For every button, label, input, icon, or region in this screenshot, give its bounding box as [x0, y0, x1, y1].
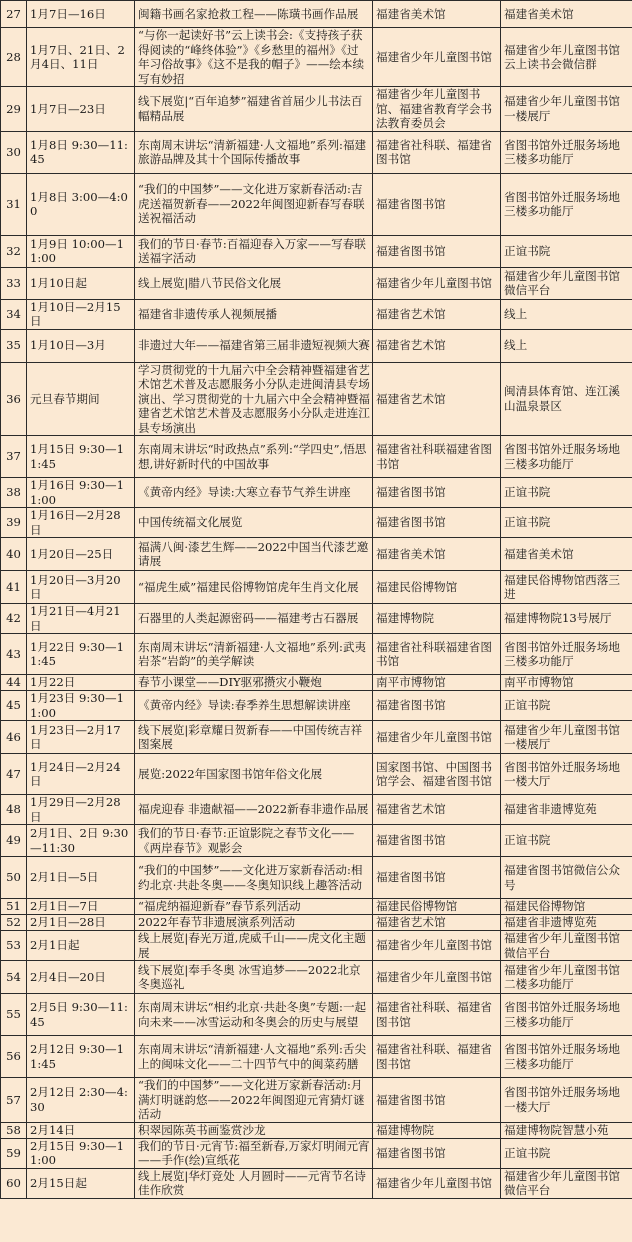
table-row [1, 571, 632, 604]
event-venue: 正谊书院 [501, 825, 632, 857]
event-organizer: 福建省艺术馆 [373, 329, 501, 362]
event-title: 福虎迎春 非遗献福——2022新春非遗作品展 [135, 795, 373, 825]
event-venue: 南平市博物馆 [501, 675, 632, 691]
event-title: 线下展览|彩章耀日贺新春——中国传统吉祥图案展 [135, 721, 373, 754]
table-row [1, 795, 632, 825]
row-number: 37 [1, 436, 27, 478]
event-title: 福满八闽·漆艺生辉——2022中国当代漆艺邀请展 [135, 538, 373, 571]
table-row [1, 1078, 632, 1123]
row-number: 53 [1, 931, 27, 961]
table-row [1, 131, 632, 173]
event-venue: 线上 [501, 299, 632, 329]
event-venue: 福建省非遗博览苑 [501, 915, 632, 931]
row-number: 42 [1, 604, 27, 634]
event-title: “我们的中国梦”——文化进万家新春活动:月满灯明谜韵悠——2022年闽图迎元宵猜灯谜活动 [135, 1078, 373, 1123]
table-row [1, 329, 632, 362]
table-row [1, 691, 632, 721]
table-row [1, 604, 632, 634]
table-row [1, 931, 632, 961]
event-title: 线上展览|华灯竞处 人月圆时——元宵节名诗佳作欣赏 [135, 1168, 373, 1198]
row-number: 30 [1, 131, 27, 173]
row-number: 60 [1, 1168, 27, 1198]
row-number: 39 [1, 508, 27, 538]
events-table-body [1, 1, 632, 1199]
event-venue: 省图书馆外迁服务场地三楼多功能厅 [501, 1036, 632, 1078]
event-title: “福虎生威”福建民俗博物馆虎年生肖文化展 [135, 571, 373, 604]
row-number: 43 [1, 634, 27, 675]
table-row [1, 1138, 632, 1168]
event-organizer: 南平市博物馆 [373, 675, 501, 691]
event-venue: 正谊书院 [501, 478, 632, 508]
event-date: 1月10日—2月15日 [27, 299, 135, 329]
table-row [1, 28, 632, 87]
row-number: 33 [1, 267, 27, 299]
table-row [1, 721, 632, 754]
row-number: 57 [1, 1078, 27, 1123]
event-organizer: 福建民俗博物馆 [373, 899, 501, 915]
event-date: 2月12日 2:30—4:30 [27, 1078, 135, 1123]
table-row [1, 267, 632, 299]
event-organizer: 福建省美术馆 [373, 538, 501, 571]
event-venue: 省图书馆外迁服务场地一楼大厅 [501, 1078, 632, 1123]
event-venue: 正谊书院 [501, 691, 632, 721]
row-number: 35 [1, 329, 27, 362]
event-title: 线下展览|奉手冬奥 冰雪追梦——2022北京冬奥巡礼 [135, 961, 373, 994]
event-date: 1月15日 9:30—11:45 [27, 436, 135, 478]
event-title: 我们的节日·元宵节:福至新春,万家灯明闹元宵——手作(绘)宣纸花 [135, 1138, 373, 1168]
event-organizer: 福建省社科联、福建省图书馆 [373, 1036, 501, 1078]
event-title: 福建省非遗传承人视频展播 [135, 299, 373, 329]
row-number: 47 [1, 754, 27, 795]
event-title: 东南周末讲坛“清新福建·人文福地”系列:舌尖上的闽味文化——二十四节气中的闽菜药膳 [135, 1036, 373, 1078]
row-number: 32 [1, 235, 27, 267]
table-row [1, 754, 632, 795]
event-title: 2022年春节非遗展演系列活动 [135, 915, 373, 931]
event-venue: 福建省美术馆 [501, 1, 632, 28]
event-date: 1月7日—23日 [27, 87, 135, 132]
event-organizer: 福建省图书馆 [373, 691, 501, 721]
row-number: 29 [1, 87, 27, 132]
event-venue: 正谊书院 [501, 1138, 632, 1168]
row-number: 49 [1, 825, 27, 857]
event-date: 1月8日 9:30—11:45 [27, 131, 135, 173]
event-date: 2月1日起 [27, 931, 135, 961]
event-venue: 福建省少年儿童图书馆云上读书会微信群 [501, 28, 632, 87]
event-organizer: 福建省社科联福建省图书馆 [373, 436, 501, 478]
event-venue: 福建民俗博物馆西落三进 [501, 571, 632, 604]
event-title: 《黄帝内经》导读:大寒立春节气养生讲座 [135, 478, 373, 508]
table-row [1, 87, 632, 132]
event-organizer: 福建博物院 [373, 1122, 501, 1138]
event-organizer: 福建省社科联、福建省图书馆 [373, 994, 501, 1036]
table-row [1, 436, 632, 478]
event-organizer: 福建省少年儿童图书馆 [373, 961, 501, 994]
row-number: 55 [1, 994, 27, 1036]
event-date: 1月22日 [27, 675, 135, 691]
table-row [1, 915, 632, 931]
event-organizer: 福建省社科联福建省图书馆 [373, 634, 501, 675]
event-date: 1月23日 9:30—11:00 [27, 691, 135, 721]
event-date: 1月22日 9:30—11:45 [27, 634, 135, 675]
event-venue: 福建省少年儿童图书馆微信平台 [501, 267, 632, 299]
event-organizer: 福建博物院 [373, 604, 501, 634]
table-row [1, 961, 632, 994]
event-organizer: 福建省社科联、福建省图书馆 [373, 131, 501, 173]
event-venue: 福建博物院13号展厅 [501, 604, 632, 634]
row-number: 56 [1, 1036, 27, 1078]
event-title: 学习贯彻党的十九届六中全会精神暨福建省艺术馆艺术普及志愿服务小分队走进闽清县专场演出、学习贯彻党的十九届六中全会精神暨福建省艺术馆艺术普及志愿服务小分队走进连江县专场演出 [135, 362, 373, 436]
event-title: 东南周末讲坛“清新福建·人文福地”系列:福建旅游品牌及其十个国际传播故事 [135, 131, 373, 173]
table-row [1, 1036, 632, 1078]
event-organizer: 福建省图书馆 [373, 825, 501, 857]
event-organizer: 福建省美术馆 [373, 1, 501, 28]
table-row [1, 538, 632, 571]
row-number: 34 [1, 299, 27, 329]
row-number: 27 [1, 1, 27, 28]
event-venue: 福建省少年儿童图书馆微信平台 [501, 1168, 632, 1198]
event-date: 1月9日 10:00—11:00 [27, 235, 135, 267]
event-venue: 福建省少年儿童图书馆一楼展厅 [501, 721, 632, 754]
row-number: 50 [1, 857, 27, 899]
event-organizer: 福建省艺术馆 [373, 299, 501, 329]
event-title: “与你一起读好书”云上读书会:《支持孩子获得阅读的“峰终体验”》《乡愁里的福州》《过年习俗故事》《这不是我的帽子》——绘本续写有妙招 [135, 28, 373, 87]
table-row [1, 478, 632, 508]
event-title: 线上展览|春光万道,虎威千山——虎文化主题展 [135, 931, 373, 961]
event-date: 1月7日、21日、2月4日、11日 [27, 28, 135, 87]
event-date: 元旦春节期间 [27, 362, 135, 436]
event-title: 积翠园陈英书画鉴赏沙龙 [135, 1122, 373, 1138]
event-title: 我们的节日·春节:百福迎春入万家——写春联送福字活动 [135, 235, 373, 267]
event-venue: 福建省少年儿童图书馆二楼多功能厅 [501, 961, 632, 994]
event-title: 展览:2022年国家图书馆年俗文化展 [135, 754, 373, 795]
row-number: 46 [1, 721, 27, 754]
event-venue: 省图书馆外迁服务场地三楼多功能厅 [501, 131, 632, 173]
table-row [1, 508, 632, 538]
table-row [1, 1122, 632, 1138]
row-number: 58 [1, 1122, 27, 1138]
table-row [1, 299, 632, 329]
row-number: 59 [1, 1138, 27, 1168]
event-organizer: 福建省图书馆 [373, 857, 501, 899]
event-organizer: 福建省少年儿童图书馆 [373, 267, 501, 299]
event-date: 1月16日 9:30—11:00 [27, 478, 135, 508]
row-number: 54 [1, 961, 27, 994]
event-title: 春节小课堂——DIY驱邪攒灾小鞭炮 [135, 675, 373, 691]
row-number: 38 [1, 478, 27, 508]
event-organizer: 福建民俗博物馆 [373, 571, 501, 604]
event-title: 非遗过大年——福建省第三届非遗短视频大赛 [135, 329, 373, 362]
table-row [1, 857, 632, 899]
event-venue: 线上 [501, 329, 632, 362]
event-date: 1月7日—16日 [27, 1, 135, 28]
event-venue: 省图书馆外迁服务场地三楼多功能厅 [501, 173, 632, 235]
event-venue: 福建博物院智慧小苑 [501, 1122, 632, 1138]
row-number: 45 [1, 691, 27, 721]
event-title: 东南周末讲坛“时政热点”系列:“学四史”,悟思想,讲好新时代的中国故事 [135, 436, 373, 478]
event-title: 线上展览|腊八节民俗文化展 [135, 267, 373, 299]
row-number: 36 [1, 362, 27, 436]
row-number: 28 [1, 28, 27, 87]
row-number: 52 [1, 915, 27, 931]
event-title: 中国传统福文化展览 [135, 508, 373, 538]
event-venue: 正谊书院 [501, 508, 632, 538]
table-row [1, 634, 632, 675]
event-title: 东南周末讲坛“清新福建·人文福地”系列:武夷岩茶“岩韵”的美学解读 [135, 634, 373, 675]
event-organizer: 福建省少年儿童图书馆、福建省教育学会书法教育委员会 [373, 87, 501, 132]
event-date: 1月10日起 [27, 267, 135, 299]
event-venue: 福建省少年儿童图书馆微信平台 [501, 931, 632, 961]
event-organizer: 福建省艺术馆 [373, 362, 501, 436]
event-title: 我们的节日·春节:正谊影院之春节文化——《两岸春节》观影会 [135, 825, 373, 857]
event-date: 2月15日起 [27, 1168, 135, 1198]
row-number: 41 [1, 571, 27, 604]
event-organizer: 福建省少年儿童图书馆 [373, 1168, 501, 1198]
event-date: 1月8日 3:00—4:00 [27, 173, 135, 235]
event-date: 1月20日—3月20日 [27, 571, 135, 604]
table-row [1, 173, 632, 235]
event-title: “福虎纳福迎新春”春节系列活动 [135, 899, 373, 915]
event-organizer: 福建省图书馆 [373, 1138, 501, 1168]
event-date: 1月23日—2月17日 [27, 721, 135, 754]
event-date: 2月1日、2日 9:30—11:30 [27, 825, 135, 857]
table-row [1, 899, 632, 915]
event-venue: 省图书馆外迁服务场地三楼多功能厅 [501, 634, 632, 675]
event-title: “我们的中国梦”——文化进万家新春活动:吉虎送福贺新春——2022年闽图迎新春写春联送祝福活动 [135, 173, 373, 235]
event-organizer: 福建省艺术馆 [373, 795, 501, 825]
event-venue: 省图书馆外迁服务场地三楼多功能厅 [501, 436, 632, 478]
event-organizer: 福建省少年儿童图书馆 [373, 28, 501, 87]
row-number: 31 [1, 173, 27, 235]
event-date: 1月20日—25日 [27, 538, 135, 571]
event-title: 《黄帝内经》导读:春季养生思想解读讲座 [135, 691, 373, 721]
event-date: 1月16日—2月28日 [27, 508, 135, 538]
event-venue: 省图书馆外迁服务场地三楼多功能厅 [501, 994, 632, 1036]
event-organizer: 福建省艺术馆 [373, 915, 501, 931]
event-venue: 省图书馆外迁服务场地一楼大厅 [501, 754, 632, 795]
event-title: 闽籍书画名家抢救工程——陈璜书画作品展 [135, 1, 373, 28]
table-row [1, 675, 632, 691]
table-row [1, 1, 632, 28]
event-venue: 福建民俗博物馆 [501, 899, 632, 915]
table-row [1, 825, 632, 857]
event-title: 线下展览|“百年追梦”福建省首届少儿书法百幅精品展 [135, 87, 373, 132]
event-organizer: 福建省图书馆 [373, 508, 501, 538]
event-date: 2月4日—20日 [27, 961, 135, 994]
event-venue: 正谊书院 [501, 235, 632, 267]
event-date: 1月21日—4月21日 [27, 604, 135, 634]
event-title: 东南周末讲坛“相约北京·共赴冬奥”专题:一起向未来——冰雪运动和冬奥会的历史与展望 [135, 994, 373, 1036]
row-number: 48 [1, 795, 27, 825]
row-number: 51 [1, 899, 27, 915]
event-date: 2月15日 9:30—11:00 [27, 1138, 135, 1168]
event-venue: 福建省非遗博览苑 [501, 795, 632, 825]
event-venue: 福建省图书馆微信公众号 [501, 857, 632, 899]
event-date: 1月24日—2月24日 [27, 754, 135, 795]
event-organizer: 国家图书馆、中国图书馆学会、福建省图书馆 [373, 754, 501, 795]
row-number: 40 [1, 538, 27, 571]
event-date: 2月14日 [27, 1122, 135, 1138]
event-date: 2月5日 9:30—11:45 [27, 994, 135, 1036]
table-row [1, 1168, 632, 1198]
table-row [1, 362, 632, 436]
event-venue: 福建省少年儿童图书馆一楼展厅 [501, 87, 632, 132]
table-row [1, 994, 632, 1036]
event-date: 2月1日—7日 [27, 899, 135, 915]
row-number: 44 [1, 675, 27, 691]
event-title: 石器里的人类起源密码——福建考古石器展 [135, 604, 373, 634]
event-organizer: 福建省图书馆 [373, 235, 501, 267]
table-row [1, 235, 632, 267]
event-date: 2月1日—28日 [27, 915, 135, 931]
event-organizer: 福建省图书馆 [373, 1078, 501, 1123]
event-organizer: 福建省少年儿童图书馆 [373, 931, 501, 961]
event-venue: 福建省美术馆 [501, 538, 632, 571]
event-organizer: 福建省图书馆 [373, 478, 501, 508]
event-date: 2月12日 9:30—11:45 [27, 1036, 135, 1078]
event-date: 1月29日—2月28日 [27, 795, 135, 825]
event-venue: 闽清县体育馆、连江溪山温泉景区 [501, 362, 632, 436]
event-organizer: 福建省少年儿童图书馆 [373, 721, 501, 754]
event-title: “我们的中国梦”——文化进万家新春活动:相约北京·共赴冬奥——冬奥知识线上趣答活动 [135, 857, 373, 899]
event-organizer: 福建省图书馆 [373, 173, 501, 235]
event-date: 1月10日—3月 [27, 329, 135, 362]
event-date: 2月1日—5日 [27, 857, 135, 899]
